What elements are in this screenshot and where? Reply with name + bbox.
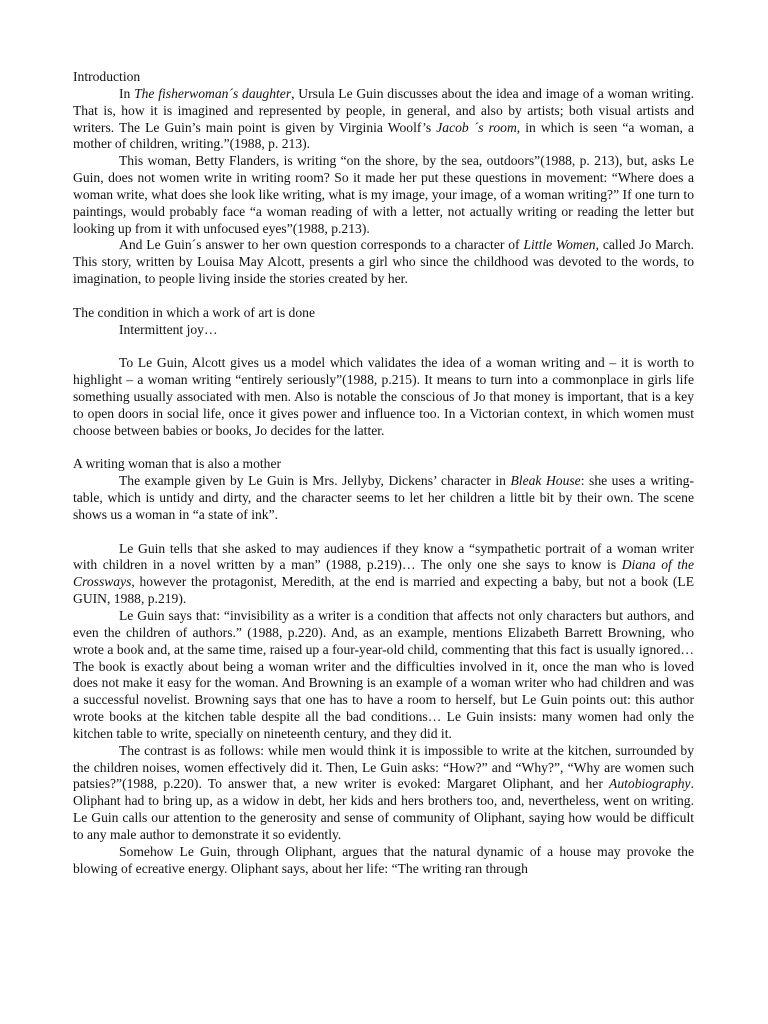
document-page — [73, 69, 694, 878]
text-run: : she uses a writing-table, which is untidy and dirty, and the character seems to let her children a little bit by their own. The scene shows us a woman in “a state of ink”. — [73, 473, 694, 522]
italic-title: Little Women — [523, 237, 596, 253]
paragraph — [73, 153, 694, 237]
text-run: To Le Guin, Alcott gives us a model which validates the idea of a woman writing and – it is worth to highlight – a woman writing “entirely seriously”(1988, p.215). It means to turn into a commonplace in girls life something usually associated with men. Also is notable the conscious of Jo that money is important, that is a key to open doors in social life, once it gives power and influence too. In a Victorian context, in which women must choose between babies or books, Jo decides for the latter. — [73, 355, 694, 438]
section-heading: A writing woman that is also a mother — [73, 456, 282, 472]
section-heading: The condition in which a work of art is done — [73, 304, 315, 320]
paragraph — [73, 844, 694, 878]
text-run: And Le Guin´s answer to her own question corresponds to a character of — [119, 237, 524, 253]
italic-title: The fisherwoman´s daughter — [134, 85, 292, 101]
italic-title: Bleak House — [510, 473, 581, 489]
paragraph — [73, 355, 694, 439]
blank-line — [73, 524, 694, 541]
text-run: Le Guin tells that she asked to may audiences if they know a “sympathetic portrait of a woman writer with children in a novel written by a man” (1988, p.219)… The only one she says to know is — [73, 540, 694, 573]
text-run: , in which is seen “a woman, a mother of children, writing.”(1988, p. 213). — [73, 119, 694, 152]
text-run: , however the protagonist, Meredith, at the end is married and expecting a baby, but not a book (LE GUIN, 1988, p.219). — [73, 574, 694, 607]
italic-title: Diana of the Crossways — [73, 557, 694, 590]
italic-title: Jacob ´s room — [436, 119, 517, 135]
text-run: The contrast is as follows: while men would think it is impossible to write at the kitchen, surrounded by the children noises, women effectively did it. Then, Le Guin asks: “How?” and “Why?”, “Why are women such patsies?”(1988, p.220). To answer that, a new writer is evoked: Margaret Oliphant, and her — [73, 742, 694, 792]
paragraph — [73, 608, 694, 743]
text-run: This woman, Betty Flanders, is writing “on the shore, by the sea, outdoors”(1988, p. 213), but, asks Le Guin, does not women write in writing room? So it made her put these questions in movement: “Where does a woman write, what does she look like writing, what is my image, your image, of a woman writing?” If one turn to paintings, would probably face “a woman reading of with a letter, not actually writing or reading the letter but looking up from it with unfocused eyes”(1988, p.213). — [73, 153, 694, 236]
text-run: In — [119, 85, 135, 101]
paragraph — [73, 237, 694, 288]
paragraph — [73, 541, 694, 608]
blank-line — [73, 440, 694, 457]
text-run: , Ursula Le Guin discusses about the idea and image of a woman writing. That is, how it is imagined and represented by people, in general, and also by artists; both visual artists and writers. The Le Guin’s main point is given by Virginia Woolf’s — [73, 85, 694, 135]
italic-title: Autobiography — [609, 776, 691, 792]
text-run: . Oliphant had to bring up, as a widow in debt, her kids and hers brothers too, and, nevertheless, went on writing. Le Guin calls our attention to the generosity and sense of community of Oliphant, saying how would be difficult to any male author to demonstrate it so evidently. — [73, 776, 694, 842]
paragraph — [73, 743, 694, 844]
paragraph — [73, 86, 694, 153]
text-run: Somehow Le Guin, through Oliphant, argues that the natural dynamic of a house may provoke the blowing of ecreative energy. Oliphant says, about her life: “The writing ran through — [73, 843, 694, 876]
paragraph — [73, 473, 694, 524]
blank-line — [73, 339, 694, 356]
section-heading: Introduction — [73, 69, 141, 84]
section-subheading: Intermittent joy… — [119, 321, 218, 337]
blank-line — [73, 288, 694, 305]
text-run: Le Guin says that: “invisibility as a writer is a condition that affects not only characters but authors, and even the children of authors.” (1988, p.220). And, as an example, mentions Elizabeth Barrett Browning, who wrote a book and, at the same time, raised up a four-year-old child, commenting that this fact is usually ignored… The book is exactly about being a woman writer and the difficulties involved in it, once the man who is loved does not make it easy for the woman. And Browning is an example of a woman writer who had children and was a successful novelist. Browning says that one has to have a room to herself, but Le Guin points out: this author wrote books at the kitchen table despite all the bad conditions… Le Guin insists: many women had only the kitchen table to write, specially on nineteenth century, and they did it. — [73, 608, 694, 741]
text-run: The example given by Le Guin is Mrs. Jellyby, Dickens’ character in — [119, 473, 511, 489]
text-run: , called Jo March. This story, written by Louisa May Alcott, presents a girl who since the childhood was devoted to the words, to imagination, to people living inside the stories created by her. — [73, 237, 695, 287]
